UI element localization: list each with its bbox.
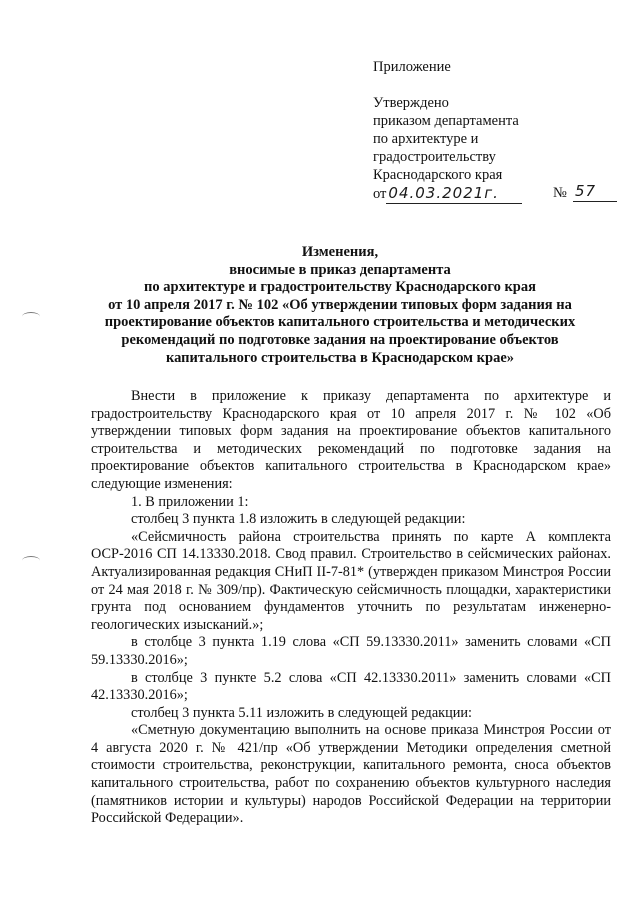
approved-line: по архитектуре и — [373, 131, 479, 147]
approved-line: градостроительству — [373, 149, 496, 165]
scan-mark-top — [22, 312, 40, 321]
column-1-19-paragraph: в столбце 3 пункта 1.19 слова «СП 59.13330.2011» заменить словами «СП 59.13330.2016»; — [91, 634, 611, 668]
column-5-11-paragraph: столбец 3 пункта 5.11 изложить в следующей редакции: — [131, 704, 473, 721]
title-line: рекомендаций по подготовке задания на проектирование объектов — [121, 331, 559, 348]
intro-paragraph: Внести в приложение к приказу департамента по архитектуре и градостроительству Краснодарского края от 10 апреля 2017 г. № 102 «Об утверждении типовых форм задания на проектирование объектов капитального строительства и методических рекомендаций по подготовке задания на проектирование объектов капитального строительства в Краснодарском крае» следующие изменения: — [91, 388, 611, 492]
date-field — [386, 184, 522, 204]
scan-mark-bottom — [22, 556, 40, 565]
title-line: капитального строительства в Краснодарском крае» — [165, 349, 515, 366]
title-line: вносимые в приказ департамента — [229, 261, 451, 278]
appendix-label: Приложение — [373, 59, 451, 75]
approval-block — [373, 58, 613, 206]
quote-1-8: «Сейсмичность района строительства принять по карте А комплекта ОСР-2016 СП 14.13330.2018. Свод правил. Строительство в сейсмических районах. Актуализированная редакция СНиП II-7-81* (утвержден приказом Минстроя России от 24 мая 2018 г. № 309/пр). Фактическую сейсмичность площадки, характеристики грунта под основанием фундаментов уточнить по результатам инженерно-геологических изысканий.»; — [91, 528, 611, 633]
title-line: проектирование объектов капитального строительства и методических — [104, 314, 576, 331]
number-field — [573, 182, 617, 202]
column-1-8-paragraph: столбец 3 пункта 1.8 изложить в следующей редакции: — [131, 511, 466, 528]
column-5-2-paragraph: в столбце 3 пункте 5.2 слова «СП 42.13330.2011» заменить словами «СП 42.13330.2016»; — [91, 669, 611, 704]
approved-line: Утверждено — [373, 95, 449, 111]
approved-line: Краснодарского края — [373, 167, 503, 183]
handwritten-number: 57 — [575, 182, 597, 200]
approved-line: приказом департамента — [373, 113, 519, 129]
date-prefix: от — [373, 186, 387, 202]
title-line: от 10 апреля 2017 г. № 102 «Об утверждении типовых форм задания на — [108, 296, 572, 313]
handwritten-date: 04.03.2021г. — [388, 184, 499, 202]
number-label: № — [553, 185, 567, 201]
quote-5-11: «Сметную документацию выполнить на основе приказа Минстроя России от 4 августа 2020 г. № 421/пр «Об утверждении Методики определения сметной стоимости строительства, реконструкции, капитального ремонта, сноса объектов капитального строительства, работ по сохранению объектов культурного наследия (памятников истории и культуры) народов Российской Федерации на территории Российской Федерации». — [91, 722, 611, 827]
document-title — [60, 244, 620, 367]
title-line: Изменения, — [301, 244, 379, 260]
date-number-row — [373, 184, 613, 206]
title-line: по архитектуре и градостроительству Краснодарского края — [144, 279, 536, 296]
document-body — [91, 388, 611, 828]
item-1: 1. В приложении 1: — [131, 493, 249, 510]
